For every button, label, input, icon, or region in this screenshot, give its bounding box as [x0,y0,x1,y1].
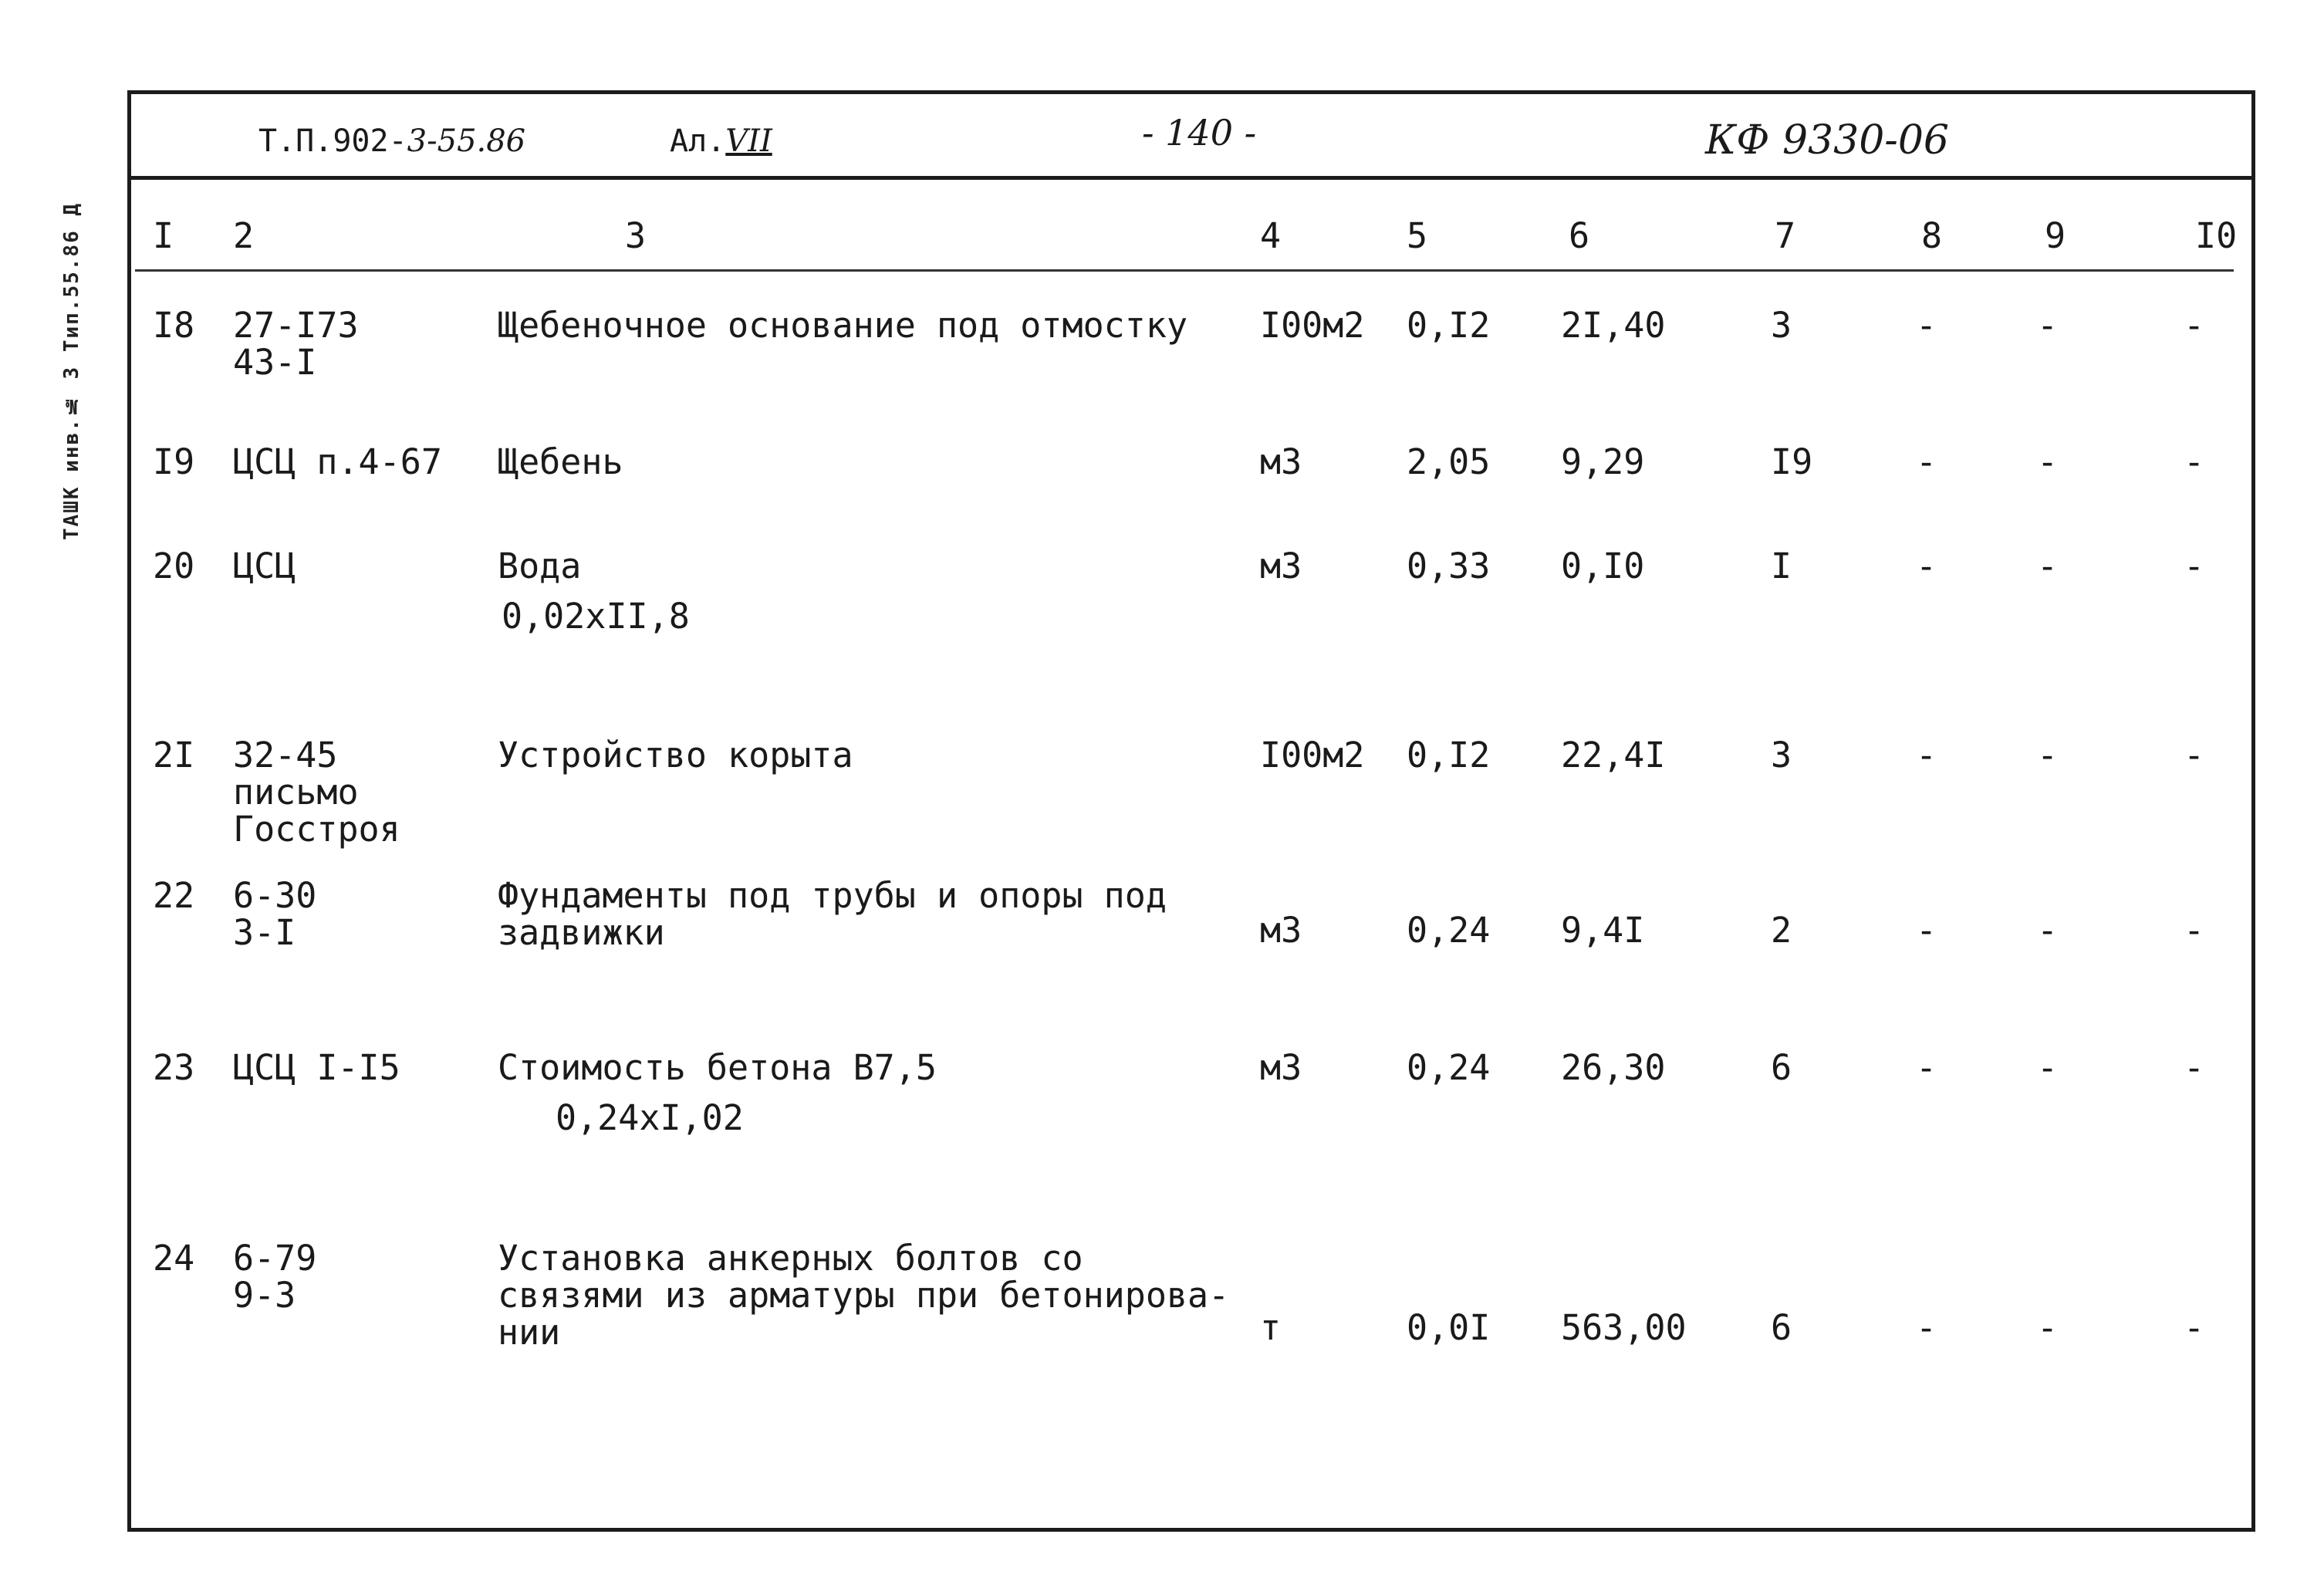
work-name: Щебеночное основание под отмостку [498,305,1188,346]
col8-value: - [1916,910,1937,951]
col9-value: - [2037,735,2059,776]
rate-code: 27-I73 43-I [233,305,359,383]
quantity: 0,I2 [1407,735,1491,776]
album-number: VII [725,123,772,159]
row-number: 23 [153,1047,195,1088]
col8-value: - [1916,735,1937,776]
rate-code: 32-45 письмо Госстроя [233,735,400,850]
column-number-9: 9 [2045,215,2066,256]
col8-value: - [1916,546,1937,586]
column-number-7: 7 [1775,215,1796,256]
column-number-4: 4 [1260,215,1282,256]
col7-value: 3 [1771,735,1792,776]
unit-price: 26,30 [1561,1047,1666,1088]
row-number: 20 [153,546,195,586]
column-number-5: 5 [1407,215,1428,256]
col10-value: - [2184,546,2205,586]
quantity: 0,0I [1407,1307,1491,1348]
col8-value: - [1916,1307,1937,1348]
row-number: I8 [153,305,195,346]
rate-code: ЦСЦ [233,546,296,586]
doc-code-printed: Т.П.902- [258,123,407,159]
unit: I00м2 [1260,735,1365,776]
col10-value: - [2184,441,2205,482]
col10-value: - [2184,305,2205,346]
col7-value: I9 [1771,441,1813,482]
rate-code: ЦСЦ п.4-67 [233,441,442,482]
unit: м3 [1260,910,1302,951]
unit: м3 [1260,546,1302,586]
quantity: 0,33 [1407,546,1491,586]
unit-price: 9,29 [1561,441,1645,482]
doc-code-handwritten: 3-55.86 [407,123,526,159]
col8-value: - [1916,305,1937,346]
unit: м3 [1260,441,1302,482]
unit-price: 0,I0 [1561,546,1645,586]
col9-value: - [2037,910,2059,951]
work-name: Фундаменты под трубы и опоры под задвижки [498,875,1167,953]
doc-code [258,123,525,159]
col8-value: - [1916,1047,1937,1088]
quantity: 0,I2 [1407,305,1491,346]
unit-price: 563,00 [1561,1307,1687,1348]
col7-value: I [1771,546,1792,586]
col10-value: - [2184,1047,2205,1088]
col7-value: 3 [1771,305,1792,346]
col9-value: - [2037,546,2059,586]
row-number: 22 [153,875,195,916]
col9-value: - [2037,1307,2059,1348]
work-name: Стоимость бетона В7,5 [498,1047,937,1088]
work-calculation: 0,02хII,8 [502,596,690,637]
column-number-6: 6 [1569,215,1590,256]
work-name: Щебень [498,441,623,482]
col9-value: - [2037,1047,2059,1088]
col8-value: - [1916,441,1937,482]
unit: м3 [1260,1047,1302,1088]
column-number-divider [135,269,2234,272]
unit-price: 2I,40 [1561,305,1666,346]
work-name: Установка анкерных болтов со связями из арматуры при бетонирова- нии [498,1238,1230,1353]
unit: т [1260,1307,1282,1348]
col7-value: 2 [1771,910,1792,951]
col10-value: - [2184,910,2205,951]
column-number-10: I0 [2195,215,2238,256]
work-calculation: 0,24хI,02 [556,1097,744,1138]
rate-code: 6-30 3-I [233,875,317,953]
quantity: 0,24 [1407,1047,1491,1088]
row-number: I9 [153,441,195,482]
column-number-8: 8 [1921,215,1943,256]
row-number: 24 [153,1238,195,1279]
side-stamp: ТАШК инв.№ 3 Тип.55.86 Д [60,201,83,540]
col7-value: 6 [1771,1307,1792,1348]
unit-price: 9,4I [1561,910,1645,951]
column-number-1: I [153,215,174,256]
column-number-3: 3 [625,215,647,256]
col7-value: 6 [1771,1047,1792,1088]
row-number: 2I [153,735,195,776]
album-label: Ал. [670,123,726,159]
album-ref [670,123,772,159]
header-divider [127,176,2255,180]
quantity: 0,24 [1407,910,1491,951]
column-number-2: 2 [233,215,255,256]
rate-code: ЦСЦ I-I5 [233,1047,400,1088]
work-name: Устройство корыта [498,735,853,776]
col9-value: - [2037,441,2059,482]
rate-code: 6-79 9-3 [233,1238,317,1316]
page-number: - 140 - [1142,112,1257,154]
work-name: Вода [498,546,582,586]
col10-value: - [2184,735,2205,776]
unit: I00м2 [1260,305,1365,346]
reference-code: КФ 9330-06 [1705,117,1950,164]
quantity: 2,05 [1407,441,1491,482]
col9-value: - [2037,305,2059,346]
unit-price: 22,4I [1561,735,1666,776]
col10-value: - [2184,1307,2205,1348]
